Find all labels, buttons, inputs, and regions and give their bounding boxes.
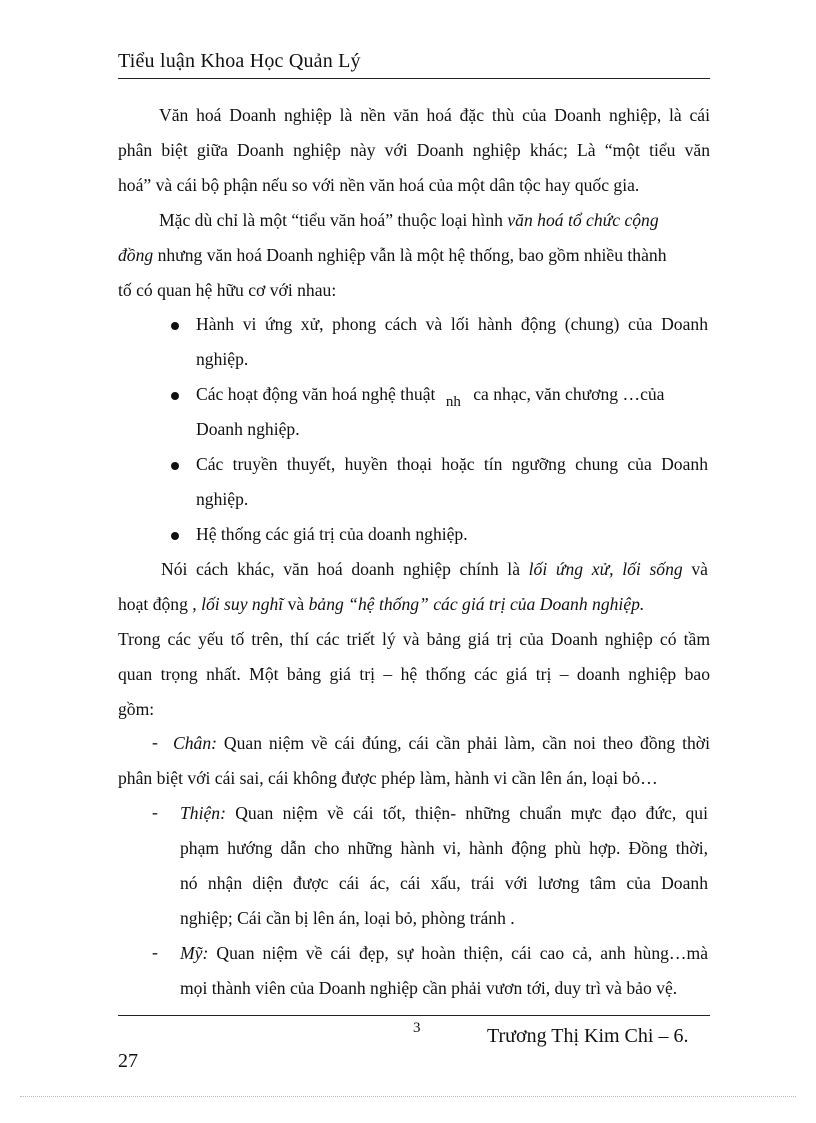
thien-line1 bbox=[180, 802, 708, 824]
para2-line1-italic: văn hoá tổ chức cộng bbox=[507, 210, 659, 230]
my-line2: mọi thành viên của Doanh nghiệp cần phải vươn tới, duy trì và bảo vệ. bbox=[180, 978, 678, 998]
chan-text: Quan niệm về cái đúng, cái cần phải làm, cần noi theo đồng thời bbox=[216, 733, 710, 753]
para2-line2-italic: đồng bbox=[118, 245, 154, 265]
bullet2-subscript: nh bbox=[445, 394, 461, 410]
thien-label: Thiện: bbox=[180, 803, 226, 823]
bullet4-line1: Hệ thống các giá trị của doanh nghiệp. bbox=[196, 524, 468, 544]
thien-line4: nghiệp; Cái cần bị lên án, loại bỏ, phòng tránh . bbox=[180, 908, 515, 928]
para3-l1-text: Nói cách khác, văn hoá doanh nghiệp chính là bbox=[161, 559, 529, 579]
para2-line1-text: Mặc dù chỉ là một “tiểu văn hoá” thuộc loại hình bbox=[159, 210, 508, 230]
my-line1 bbox=[180, 942, 708, 964]
para3-l2-italic1: , lối suy nghĩ bbox=[192, 594, 284, 614]
page-edge-dotted-line bbox=[20, 1096, 796, 1097]
para2-line2-text: nhưng văn hoá Doanh nghiệp vẫn là một hệ thống, bao gồm nhiều thành bbox=[153, 245, 667, 265]
para1-line3: hoá” và cái bộ phận nếu so với nền văn hoá của một dân tộc hay quốc gia. bbox=[118, 175, 640, 195]
thien-line3: nó nhận diện được cái ác, cái xấu, trái với lương tâm của Doanh bbox=[180, 873, 708, 893]
para2-line2 bbox=[118, 244, 667, 266]
para3-l2-text: hoạt động bbox=[118, 594, 193, 614]
para3-l1-end: và bbox=[682, 559, 708, 579]
para3-line3: Trong các yếu tố trên, thí các triết lý và bảng giá trị của Doanh nghiệp có tầm bbox=[118, 629, 710, 649]
page-header-title: Tiểu luận Khoa Học Quản Lý bbox=[118, 50, 361, 72]
footer-author-continued: 27 bbox=[118, 1050, 138, 1072]
dash-marker: - bbox=[152, 732, 158, 752]
para3-l2-italic2: bảng “hệ thống” các giá trị của Doanh nghiệp. bbox=[308, 594, 645, 614]
dash-marker: - bbox=[152, 802, 158, 822]
bullet-icon bbox=[171, 322, 179, 330]
bullet-icon bbox=[171, 462, 179, 470]
page-number: 3 bbox=[413, 1020, 421, 1036]
bullet2-line1 bbox=[196, 383, 665, 410]
header-rule bbox=[118, 78, 710, 79]
bullet1-line2: nghiệp. bbox=[196, 349, 249, 369]
chan-line1 bbox=[173, 732, 710, 754]
para2-line1 bbox=[159, 209, 659, 231]
bullet3-line1: Các truyền thuyết, huyền thoại hoặc tín ngưỡng chung của Doanh bbox=[196, 454, 708, 474]
para1-line1: Văn hoá Doanh nghiệp là nền văn hoá đặc thù của Doanh nghiệp, là cái bbox=[159, 105, 710, 125]
thien-text: Quan niệm về cái tốt, thiện- những chuẩn mực đạo đức, qui bbox=[225, 803, 708, 823]
my-text: Quan niệm về cái đẹp, sự hoàn thiện, cái cao cả, anh hùng…mà bbox=[208, 943, 708, 963]
chan-line2: phân biệt với cái sai, cái không được phép làm, hành vi cần lên án, loại bỏ… bbox=[118, 768, 658, 788]
chan-label: Chân: bbox=[173, 733, 217, 753]
para3-line4: quan trọng nhất. Một bảng giá trị – hệ thống các giá trị – doanh nghiệp bao bbox=[118, 664, 710, 684]
para3-line1 bbox=[161, 558, 708, 580]
footer-rule bbox=[118, 1015, 710, 1016]
para1-line2: phân biệt giữa Doanh nghiệp này với Doanh nghiệp khác; Là “một tiểu văn bbox=[118, 140, 710, 160]
thien-line2: phạm hướng dẫn cho những hành vi, hành động phù hợp. Đồng thời, bbox=[180, 838, 708, 858]
footer-author: Trương Thị Kim Chi – 6. bbox=[487, 1025, 689, 1047]
bullet3-line2: nghiệp. bbox=[196, 489, 249, 509]
dash-marker: - bbox=[152, 942, 158, 962]
bullet2-line2: Doanh nghiệp. bbox=[196, 419, 300, 439]
bullet1-line1: Hành vi ứng xử, phong cách và lối hành động (chung) của Doanh bbox=[196, 314, 708, 334]
my-label: Mỹ: bbox=[180, 943, 209, 963]
para3-line5: gồm: bbox=[118, 699, 155, 719]
para3-l1-italic: lối ứng xử, lối sống bbox=[528, 559, 683, 579]
bullet2-text-b: ca nhạc, văn chương …của bbox=[473, 384, 665, 404]
bullet-icon bbox=[171, 392, 179, 400]
bullet-icon bbox=[171, 532, 179, 540]
para3-l2-and: và bbox=[283, 594, 309, 614]
para3-line2 bbox=[118, 593, 644, 615]
bullet2-text-a: Các hoạt động văn hoá nghệ thuật bbox=[196, 384, 436, 404]
para2-line3: tố có quan hệ hữu cơ với nhau: bbox=[118, 280, 337, 300]
